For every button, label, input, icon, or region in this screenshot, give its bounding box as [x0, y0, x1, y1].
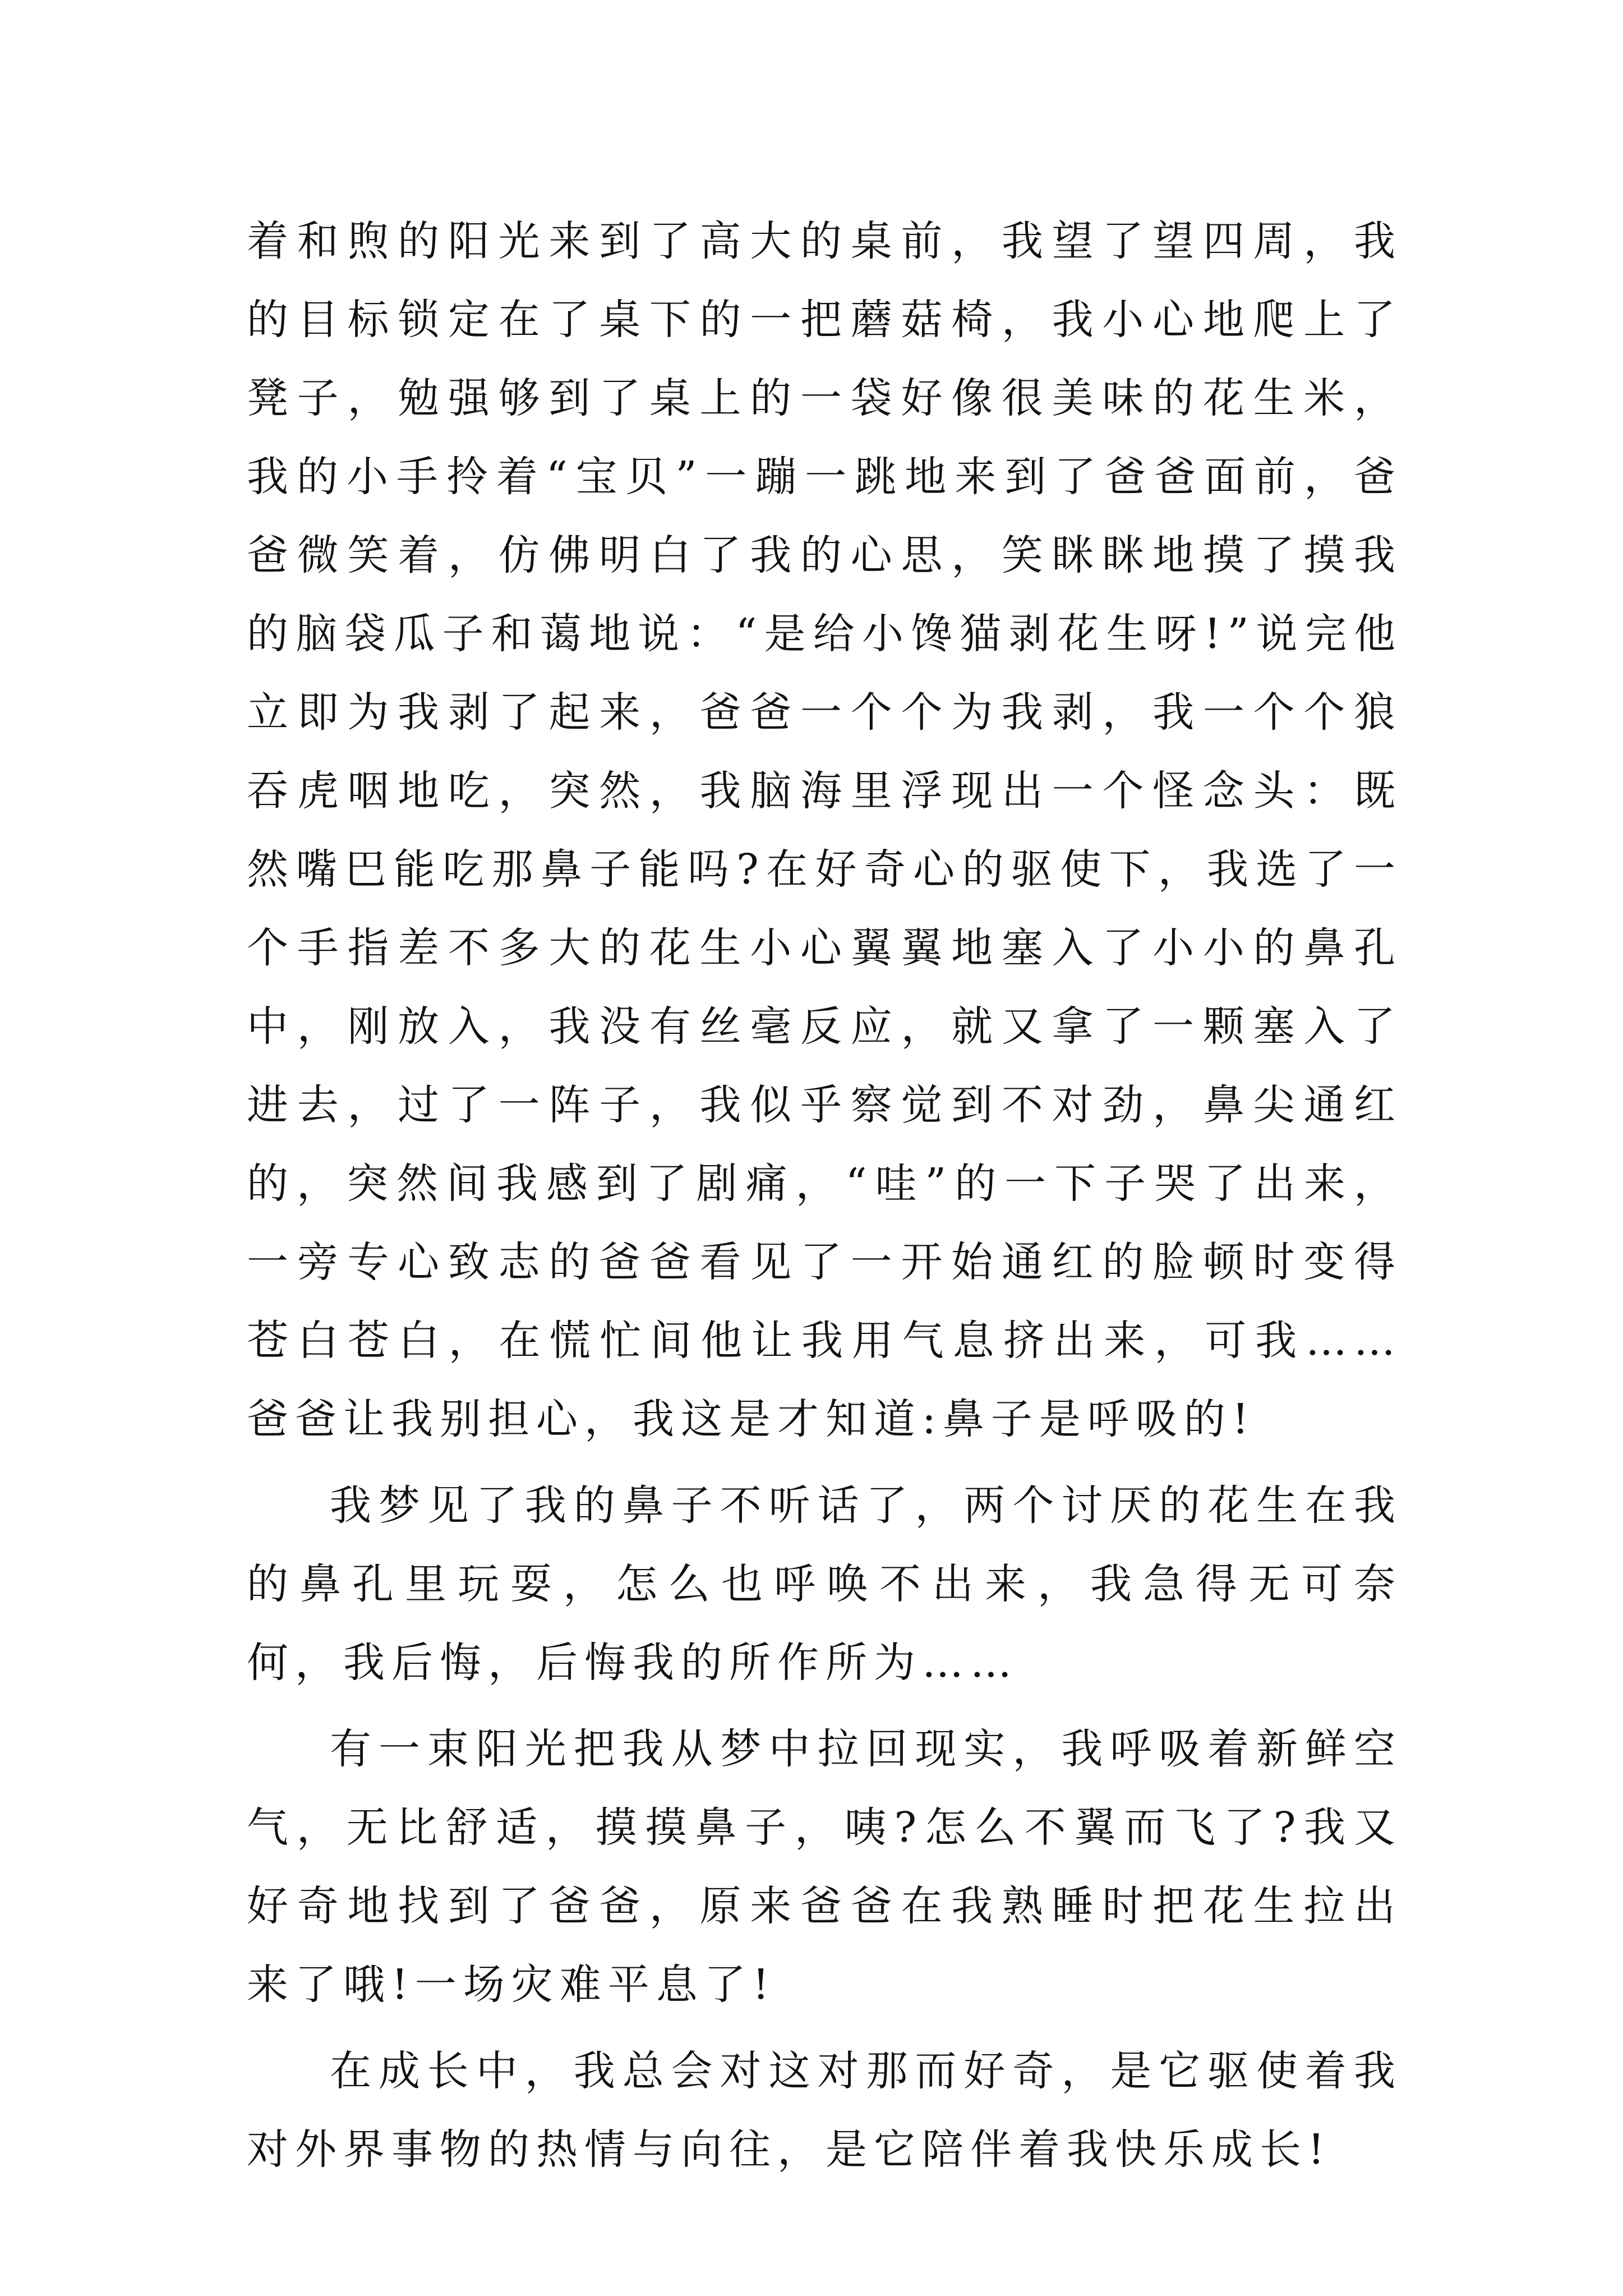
paragraph-continued: 着和煦的阳光来到了高大的桌前，我望了望四周，我的目标锁定在了桌下的一把蘑菇椅，我小心地爬上了凳子，勉强够到了桌上的一袋好像很美味的花生米，我的小手拎着“宝贝”一蹦一跳地来到了爸爸面前，爸爸微笑着，仿佛明白了我的心思，笑眯眯地摸了摸我的脑袋瓜子和蔼地说：“是给小馋猫剥花生呀!”说完他立即为我剥了起来，爸爸一个个为我剥，我一个个狼吞虎咽地吃，突然，我脑海里浮现出一个怪念头：既然嘴巴能吃那鼻子能吗?在好奇心的驱使下，我选了一个手指差不多大的花生小心翼翼地塞入了小小的鼻孔中，刚放入，我没有丝毫反应，就又拿了一颗塞入了进去，过了一阵子，我似乎察觉到不对劲，鼻尖通红的，突然间我感到了剧痛，“哇”的一下子哭了出来，一旁专心致志的爸爸看见了一开始通红的脸顿时变得苍白苍白，在慌忙间他让我用气息挤出来，可我……爸爸让我别担心，我这是才知道:鼻子是呼吸的!	[247, 217, 1402, 1443]
document-body	[247, 202, 1402, 2197]
paragraph-awake: 有一束阳光把我从梦中拉回现实，我呼吸着新鲜空气，无比舒适，摸摸鼻子，咦?怎么不翼而飞了?我又好奇地找到了爸爸，原来爸爸在我熟睡时把花生拉出来了哦!一场灾难平息了!	[247, 1725, 1402, 2009]
paragraph-conclusion: 在成长中，我总会对这对那而好奇，是它驱使着我对外界事物的热情与向往，是它陪伴着我快乐成长!	[247, 2047, 1402, 2174]
paragraph-dream: 我梦见了我的鼻子不听话了，两个讨厌的花生在我的鼻孔里玩耍，怎么也呼唤不出来，我急得无可奈何，我后悔，后悔我的所作所为……	[247, 1481, 1402, 1687]
